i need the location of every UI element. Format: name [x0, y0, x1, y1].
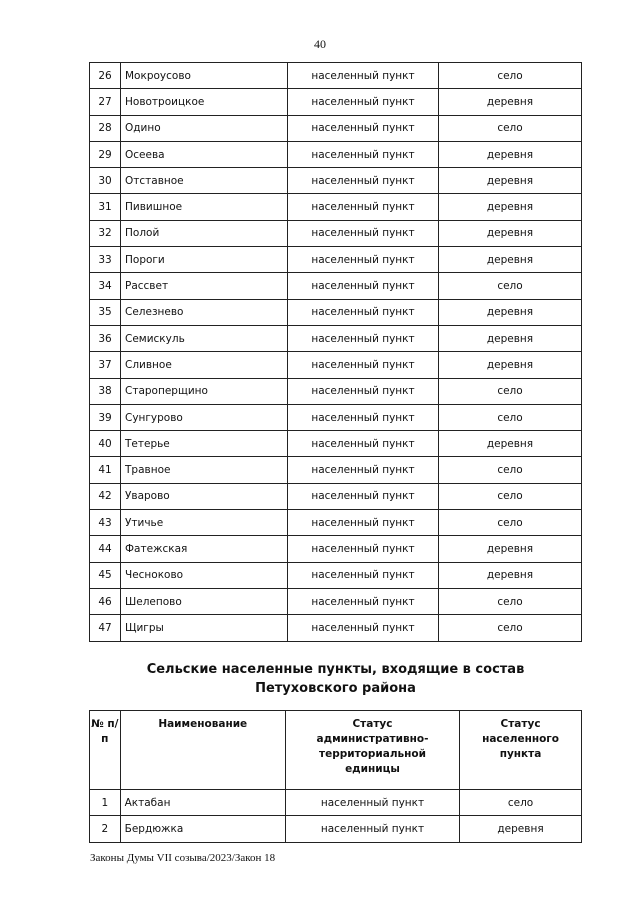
table-row: [90, 536, 582, 562]
settlement-status: деревня: [439, 247, 582, 273]
admin-unit-status: населенный пункт: [288, 325, 439, 351]
admin-unit-status: населенный пункт: [288, 220, 439, 246]
admin-unit-status: населенный пункт: [288, 63, 439, 89]
table-row: [90, 816, 582, 842]
admin-unit-status: населенный пункт: [288, 588, 439, 614]
row-number: 33: [90, 247, 121, 273]
settlement-status: деревня: [439, 536, 582, 562]
row-number: 45: [90, 562, 121, 588]
admin-unit-status: населенный пункт: [288, 615, 439, 641]
row-number: 35: [90, 299, 121, 325]
admin-unit-status: населенный пункт: [288, 115, 439, 141]
settlement-status: деревня: [460, 816, 582, 842]
table-row: [90, 168, 582, 194]
admin-unit-status: населенный пункт: [288, 141, 439, 167]
settlement-status: село: [460, 790, 582, 816]
footer-document-id: Законы Думы VII созыва/2023/Закон 18: [90, 852, 276, 864]
table-row: [90, 220, 582, 246]
row-number: 30: [90, 168, 121, 194]
section-title-line1: Сельские населенные пункты, входящие в состав: [146, 662, 525, 677]
settlement-status: село: [439, 483, 582, 509]
row-number: 27: [90, 89, 121, 115]
settlement-name: Семискуль: [121, 325, 288, 351]
admin-unit-status: населенный пункт: [285, 816, 459, 842]
settlement-status: деревня: [439, 220, 582, 246]
settlement-status: деревня: [439, 325, 582, 351]
table-row: [90, 588, 582, 614]
table-row: [90, 325, 582, 351]
table-row: [90, 299, 582, 325]
admin-unit-status: населенный пункт: [288, 378, 439, 404]
row-number: 1: [90, 790, 121, 816]
settlements-table-continued: [89, 62, 582, 642]
settlement-status: село: [439, 378, 582, 404]
table-header: [90, 711, 582, 790]
settlement-status: село: [439, 510, 582, 536]
settlement-name: Утичье: [121, 510, 288, 536]
admin-unit-status: населенный пункт: [288, 562, 439, 588]
table-row: [90, 483, 582, 509]
table-row: [90, 352, 582, 378]
row-number: 39: [90, 404, 121, 430]
header-admin-status: Статус административно-территориальной единицы: [285, 711, 459, 790]
settlement-name: Отставное: [121, 168, 288, 194]
header-num: № п/п: [90, 711, 121, 790]
petukhovsky-settlements-table: [89, 710, 582, 843]
admin-unit-status: населенный пункт: [288, 273, 439, 299]
table-row: [90, 247, 582, 273]
settlements-table-body: [90, 63, 582, 642]
table-row: [90, 89, 582, 115]
admin-unit-status: населенный пункт: [288, 510, 439, 536]
settlement-name: Актабан: [120, 790, 285, 816]
row-number: 29: [90, 141, 121, 167]
row-number: 41: [90, 457, 121, 483]
table-row: [90, 194, 582, 220]
admin-unit-status: населенный пункт: [288, 89, 439, 115]
section-title: [89, 660, 582, 698]
settlement-name: Сунгурово: [121, 404, 288, 430]
table-row: [90, 790, 582, 816]
settlement-status: село: [439, 404, 582, 430]
settlement-name: Полой: [121, 220, 288, 246]
settlement-status: деревня: [439, 431, 582, 457]
settlement-name: Пороги: [121, 247, 288, 273]
settlement-name: Тетерье: [121, 431, 288, 457]
petukhovsky-table-body: [90, 790, 582, 843]
settlement-name: Селезнево: [121, 299, 288, 325]
admin-unit-status: населенный пункт: [288, 352, 439, 378]
settlement-status: село: [439, 273, 582, 299]
settlement-status: деревня: [439, 89, 582, 115]
row-number: 32: [90, 220, 121, 246]
admin-unit-status: населенный пункт: [288, 404, 439, 430]
settlement-status: село: [439, 115, 582, 141]
table-row: [90, 615, 582, 641]
table-header-row: [90, 711, 582, 790]
row-number: 38: [90, 378, 121, 404]
settlement-name: Рассвет: [121, 273, 288, 299]
admin-unit-status: населенный пункт: [288, 483, 439, 509]
admin-unit-status: населенный пункт: [288, 536, 439, 562]
settlement-status: деревня: [439, 562, 582, 588]
row-number: 46: [90, 588, 121, 614]
table-row: [90, 378, 582, 404]
settlement-status: деревня: [439, 194, 582, 220]
settlement-status: село: [439, 457, 582, 483]
row-number: 47: [90, 615, 121, 641]
settlement-status: деревня: [439, 168, 582, 194]
admin-unit-status: населенный пункт: [288, 299, 439, 325]
admin-unit-status: населенный пункт: [288, 194, 439, 220]
table-row: [90, 510, 582, 536]
row-number: 28: [90, 115, 121, 141]
settlement-status: деревня: [439, 352, 582, 378]
settlement-status: село: [439, 588, 582, 614]
settlement-name: Травное: [121, 457, 288, 483]
settlement-name: Староперщино: [121, 378, 288, 404]
row-number: 44: [90, 536, 121, 562]
settlement-name: Сливное: [121, 352, 288, 378]
settlement-name: Новотроицкое: [121, 89, 288, 115]
table-row: [90, 63, 582, 89]
page-number: 40: [314, 37, 326, 51]
table-row: [90, 273, 582, 299]
table-row: [90, 457, 582, 483]
header-settlement-status: Статус населенного пункта: [460, 711, 582, 790]
settlement-name: Щигры: [121, 615, 288, 641]
row-number: 31: [90, 194, 121, 220]
table-row: [90, 431, 582, 457]
settlement-name: Фатежская: [121, 536, 288, 562]
row-number: 40: [90, 431, 121, 457]
table-row: [90, 404, 582, 430]
settlement-name: Одино: [121, 115, 288, 141]
header-name: Наименование: [120, 711, 285, 790]
row-number: 37: [90, 352, 121, 378]
settlement-status: село: [439, 63, 582, 89]
row-number: 43: [90, 510, 121, 536]
settlement-status: деревня: [439, 299, 582, 325]
settlement-name: Осеева: [121, 141, 288, 167]
admin-unit-status: населенный пункт: [288, 457, 439, 483]
settlement-status: село: [439, 615, 582, 641]
row-number: 34: [90, 273, 121, 299]
admin-unit-status: населенный пункт: [285, 790, 459, 816]
admin-unit-status: населенный пункт: [288, 247, 439, 273]
row-number: 2: [90, 816, 121, 842]
settlement-status: деревня: [439, 141, 582, 167]
row-number: 42: [90, 483, 121, 509]
settlement-name: Уварово: [121, 483, 288, 509]
admin-unit-status: населенный пункт: [288, 168, 439, 194]
table-row: [90, 115, 582, 141]
admin-unit-status: населенный пункт: [288, 431, 439, 457]
settlement-name: Чесноково: [121, 562, 288, 588]
settlement-name: Шелепово: [121, 588, 288, 614]
table-row: [90, 562, 582, 588]
table-row: [90, 141, 582, 167]
row-number: 26: [90, 63, 121, 89]
settlement-name: Мокроусово: [121, 63, 288, 89]
row-number: 36: [90, 325, 121, 351]
section-title-line2: Петуховского района: [255, 681, 416, 696]
settlement-name: Пивишное: [121, 194, 288, 220]
settlement-name: Бердюжка: [120, 816, 285, 842]
